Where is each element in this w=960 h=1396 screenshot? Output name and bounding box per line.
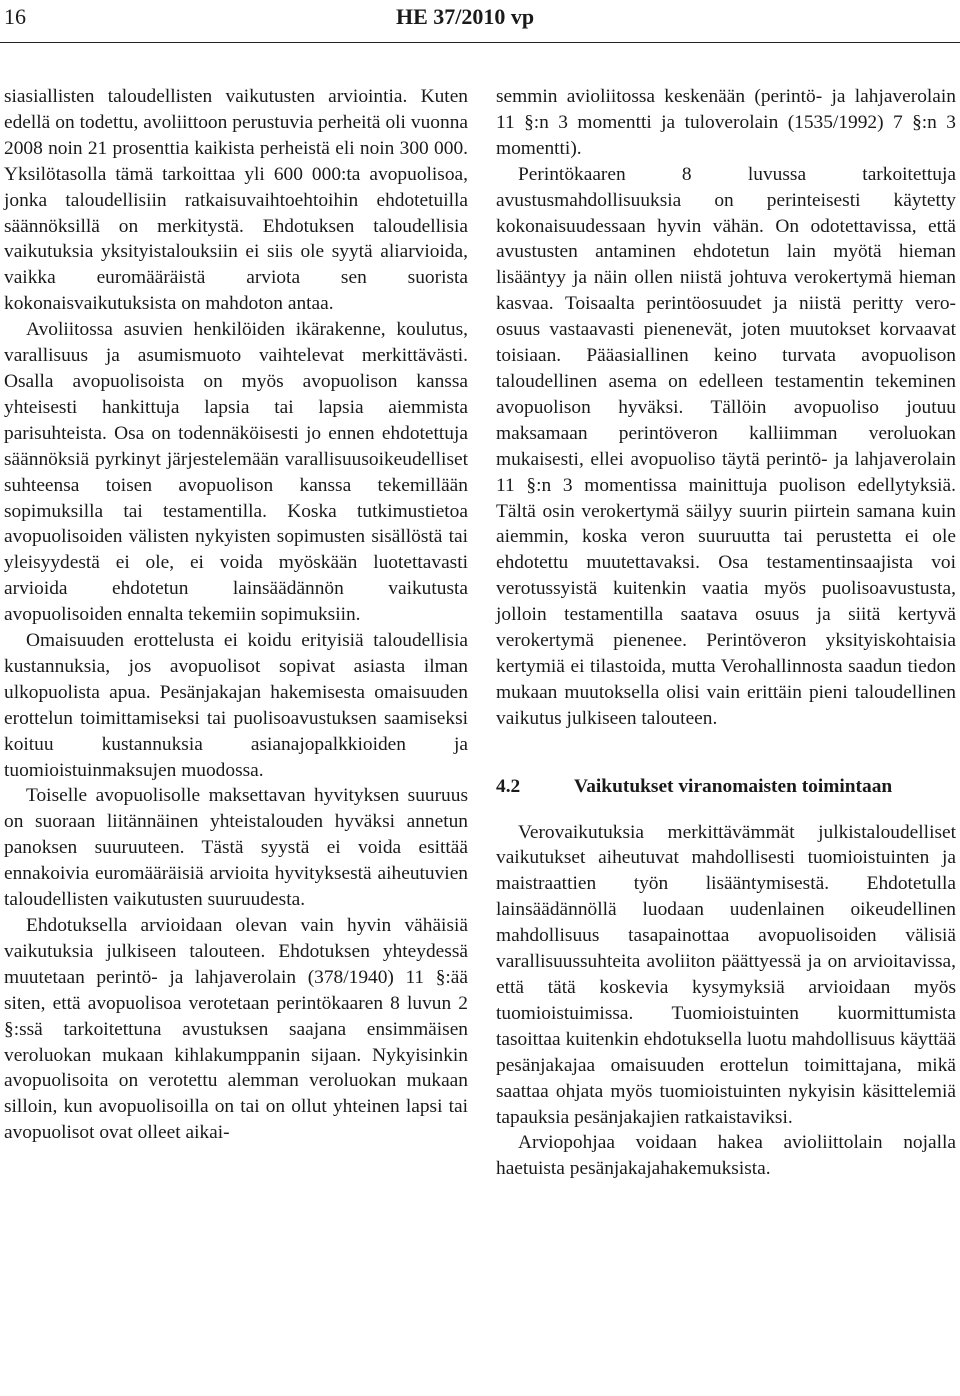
section-title: Vaikutukset viranomaisten toimintaan — [574, 775, 893, 797]
paragraph: Avoliitossa asuvien henkilöiden ikärakenne, koulutus, varallisuus ja asumismuoto vaihtelevat merkittävästi. Osalla avopuolisoista on myös avopuolison kanssa yhteisesti hankittuja lapsia tai lapsia aiemmista parisuhteista. Osa on todennäköisesti jo ennen ehdotettuja säännöksiä pyrkinyt järjestelemään varallisuusoikeudelliset suhteensa toisen avopuolison kanssa tekemillään sopimuksilla tai testamentilla. Koska tutkimustietoa avopuolisoiden välisten nykyisten sopimusten sisällöstä tai yleisyydestä ei ole, ei voida myöskään luotettavasti arvioida ehdotetun lainsäädännön vaikutusta avopuolisoiden ennalta tekemiin sopimuksiin. — [4, 319, 468, 626]
paragraph: semmin avioliitossa keskenään (perintö- ja lahjaverolain 11 §:n 3 momentti ja tuloverolain (1535/1992) 7 §:n 3 momentti). — [496, 86, 956, 159]
page-header — [0, 0, 960, 48]
paragraph: siasiallisten taloudellisten vaikutusten arviointia. Kuten edellä on todettu, avoliittoon perustuvia perheitä oli vuonna 2008 noin 21 prosenttia kaikista perheistä eli noin 300 000. Yksilötasolla tämä tarkoittaa yli 600 000:ta avopuolisoa, jonka taloudellisiin ratkaisuvaihtoehtoihin ehdotetuilla säännöksillä on merkitystä. Ehdotuksen taloudellisia vaikutuksia yksityistalouksiin ei siis ole syytä aliarvioida, vaikka euromääräistä arviota sen suorista kokonaisvaikutuksista on mahdoton antaa. — [4, 86, 468, 315]
paragraph: Ehdotuksella arvioidaan olevan vain hyvin vähäisiä vaikutuksia julkiseen talouteen. Ehdotuksen yhteydessä muutetaan perintö- ja lahjaverolain (378/1940) 11 §:ää siten, että avopuolisoa verotetaan perintökaaren 8 luvun 2 §:ssä tarkoitettuna avustuksen saajana ensimmäisen veroluokan mukaan kihlakumppanin sijaan. Nykyisinkin avopuolisoita on verotettu alemman veroluokan mukaan silloin, kun avopuolisoilla on tai on ollut yhteinen lapsi tai avopuolisot ovat olleet aikai- — [4, 915, 468, 1144]
header-rule — [0, 42, 960, 43]
left-column — [4, 84, 468, 1146]
paragraph: Verovaikutuksia merkittävämmät julkistaloudelliset vaikutukset aiheutuvat mahdollisesti tuomioistuinten ja maistraattien työn lisääntymisestä. Ehdotetulla lainsäädännöllä luodaan uudenlainen oikeudellinen mahdollisuus tasapainottaa avopuolisoiden välisiä varallisuussuhteita avoliiton päättyessä ja on arvioitavissa, että tätä koskevia kysymyksiä arvioidaan myös tuomioistuimissa. Tuomioistuinten kuormittumista tasoittaa kuitenkin ehdotuksella luotu mahdollisuus käyttää pesänjakajaa omaisuuden erottelun toimittajana, mikä saattaa ohjata myös tuomioistuinten nykyisin käsittelemiä tapauksia pesänjakajien ratkaistaviksi. — [496, 821, 956, 1128]
section-heading — [496, 774, 956, 800]
paragraph: Perintökaaren 8 luvussa tarkoitettuja avustusmahdollisuuksia on perinteisesti käytetty kokonaisuudessaan hyvin vähän. On odotettavissa, että avustusten antaminen ehdotetun lain myötä hieman lisääntyy ja näin ollen niistä johtuva verokertymä hieman kasvaa. Toisaalta perintöosuudet ja niistä peritty vero-osuus vastaavasti pienenevät, joten muutokset korvaavat toisiaan. Pääasiallinen keino turvata avopuolison taloudellinen asema on edelleen testamentin tekeminen avopuolison hyväksi. Tällöin avopuoliso joutuu maksamaan perintöveron kalliimman veroluokan mukaisesti, ellei avopuoliso täytä perintö- ja lahjaverolain 11 §:n 3 momentissa mainittuja puolison edellytyksiä. Tältä osin verokertymä säilyy suurin piirtein samana kuin aiemmin, koska veron suuruutta tai perustetta ei ole ehdotettu muutettavaksi. Osa testamentinsaajista voi verotussyistä kuitenkin vaatia myös puolisoavustusta, jolloin testamentilla saatava osuus ja siitä kertyvä verokertymä pienenee. Perintöveron yksityiskohtaisia kertymiä ei tilastoida, mutta Verohallinnosta saadun tiedon mukaan muutoksella olisi vain erittäin pieni taloudellinen vaikutus julkiseen talouteen. — [496, 163, 956, 729]
paragraph: Omaisuuden erottelusta ei koidu erityisiä taloudellisia kustannuksia, jos avopuolisot sopivat asiasta ilman ulkopuolista apua. Pesänjakajan hakemisesta omaisuuden erottelun toimittamiseksi tai puolisoavustuksen saamiseksi koituu kustannuksia asianajopalkkioiden ja tuomioistuinmaksujen muodossa. — [4, 630, 468, 781]
paragraph: Arviopohjaa voidaan hakea avioliittolain nojalla haetuista pesänjakajahakemuksista. — [496, 1132, 956, 1180]
paragraph: Toiselle avopuolisolle maksettavan hyvityksen suuruus on suoraan liitännäinen yhteistalouden hyväksi annetun panoksen suuruuteen. Tästä syystä ei voida esittää ennakoivia euromääräisiä arvioita hyvityksestä aiheutuvien taloudellisten vaikutusten suuruudesta. — [4, 785, 468, 911]
section-number: 4.2 — [496, 775, 521, 797]
right-column — [496, 84, 956, 1182]
document-id: HE 37/2010 vp — [396, 4, 535, 29]
page-number: 16 — [4, 4, 26, 29]
